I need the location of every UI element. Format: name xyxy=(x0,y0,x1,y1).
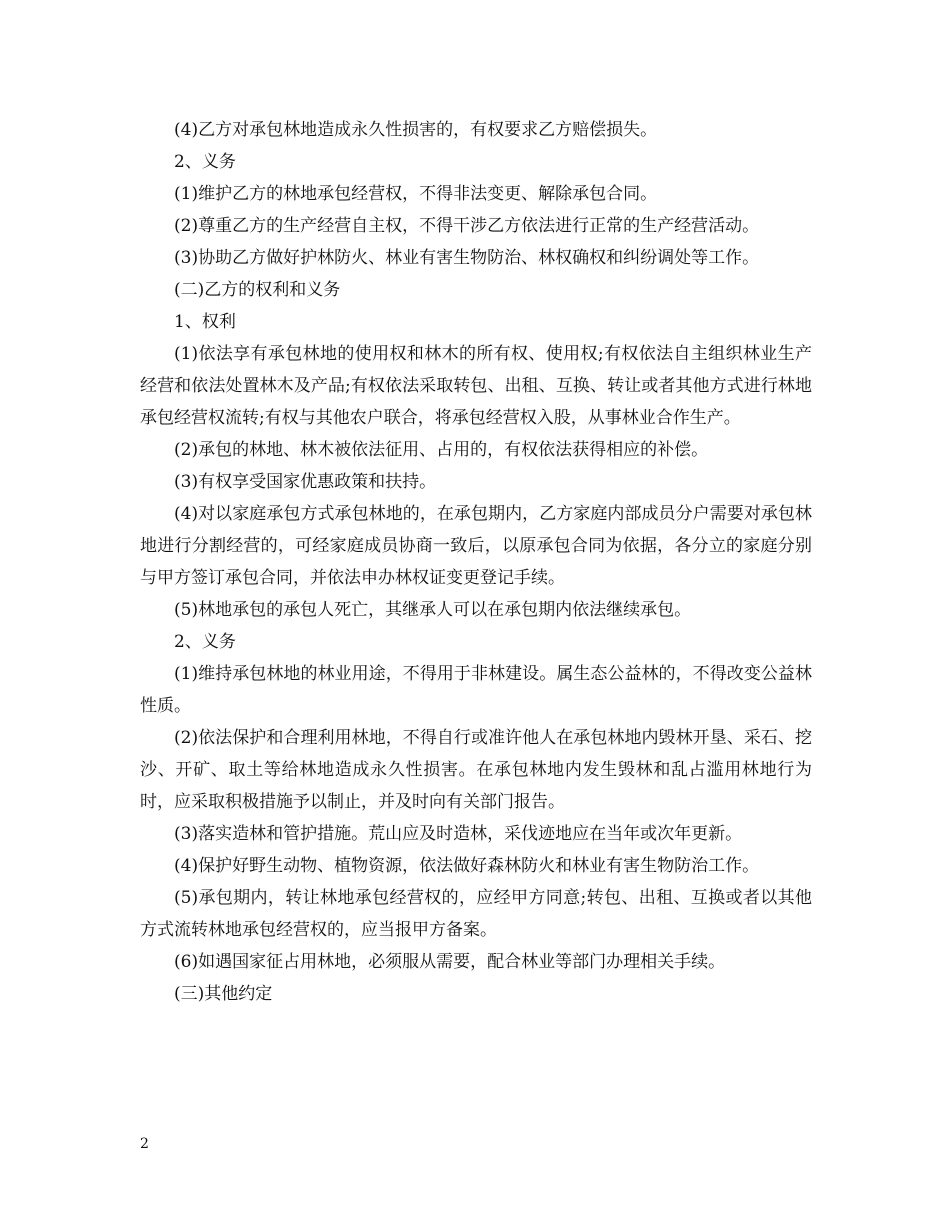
paragraph: (2)承包的林地、林木被依法征用、占用的，有权依法获得相应的补偿。 xyxy=(174,440,709,460)
paragraph: (1)依法享有承包林地的使用权和林木的所有权、使用权;有权依法自主组织林业生产经营和依法处置林木及产品;有权依法采取转包、出租、互换、转让或者其他方式进行林地承包经营权流转;有权与其他农户联合，将承包经营权入股，从事林业合作生产。 xyxy=(140,344,812,428)
paragraph: (2)依法保护和合理利用林地，不得自行或准许他人在承包林地内毁林开垦、采石、挖沙、开矿、取土等给林地造成永久性损害。在承包林地内发生毁林和乱占滥用林地行为时，应采取积极措施予以制止，并及时向有关部门报告。 xyxy=(140,728,812,812)
page-number: 2 xyxy=(140,1136,149,1152)
paragraph: (6)如遇国家征占用林地，必须服从需要，配合林业等部门办理相关手续。 xyxy=(174,952,726,972)
section-heading: (二)乙方的权利和义务 xyxy=(174,280,341,300)
paragraph: (1)维持承包林地的林业用途，不得用于非林建设。属生态公益林的，不得改变公益林性质。 xyxy=(140,664,812,716)
document-body xyxy=(140,114,812,1010)
paragraph: (4)对以家庭承包方式承包林地的，在承包期内，乙方家庭内部成员分户需要对承包林地进行分割经营的，可经家庭成员协商一致后，以原承包合同为依据，各分立的家庭分别与甲方签订承包合同，并依法申办林权证变更登记手续。 xyxy=(140,504,812,588)
paragraph: (3)协助乙方做好护林防火、林业有害生物防治、林权确权和纠纷调处等工作。 xyxy=(174,248,760,268)
section-heading: (三)其他约定 xyxy=(174,984,273,1004)
paragraph: (1)维护乙方的林地承包经营权，不得非法变更、解除承包合同。 xyxy=(174,184,658,204)
paragraph: (4)保护好野生动物、植物资源，依法做好森林防火和林业有害生物防治工作。 xyxy=(174,856,760,876)
section-heading: 2、义务 xyxy=(174,632,236,652)
paragraph: (4)乙方对承包林地造成永久性损害的，有权要求乙方赔偿损失。 xyxy=(174,120,658,140)
paragraph: (3)有权享受国家优惠政策和扶持。 xyxy=(174,472,437,492)
section-heading: 1、权利 xyxy=(174,312,236,332)
paragraph: (5)承包期内，转让林地承包经营权的，应经甲方同意;转包、出租、互换或者以其他方式流转林地承包经营权的，应当报甲方备案。 xyxy=(140,888,812,940)
paragraph: (2)尊重乙方的生产经营自主权，不得干涉乙方依法进行正常的生产经营活动。 xyxy=(174,216,760,236)
section-heading: 2、义务 xyxy=(174,152,236,172)
paragraph: (5)林地承包的承包人死亡，其继承人可以在承包期内依法继续承包。 xyxy=(174,600,692,620)
paragraph: (3)落实造林和管护措施。荒山应及时造林，采伐迹地应在当年或次年更新。 xyxy=(174,824,743,844)
